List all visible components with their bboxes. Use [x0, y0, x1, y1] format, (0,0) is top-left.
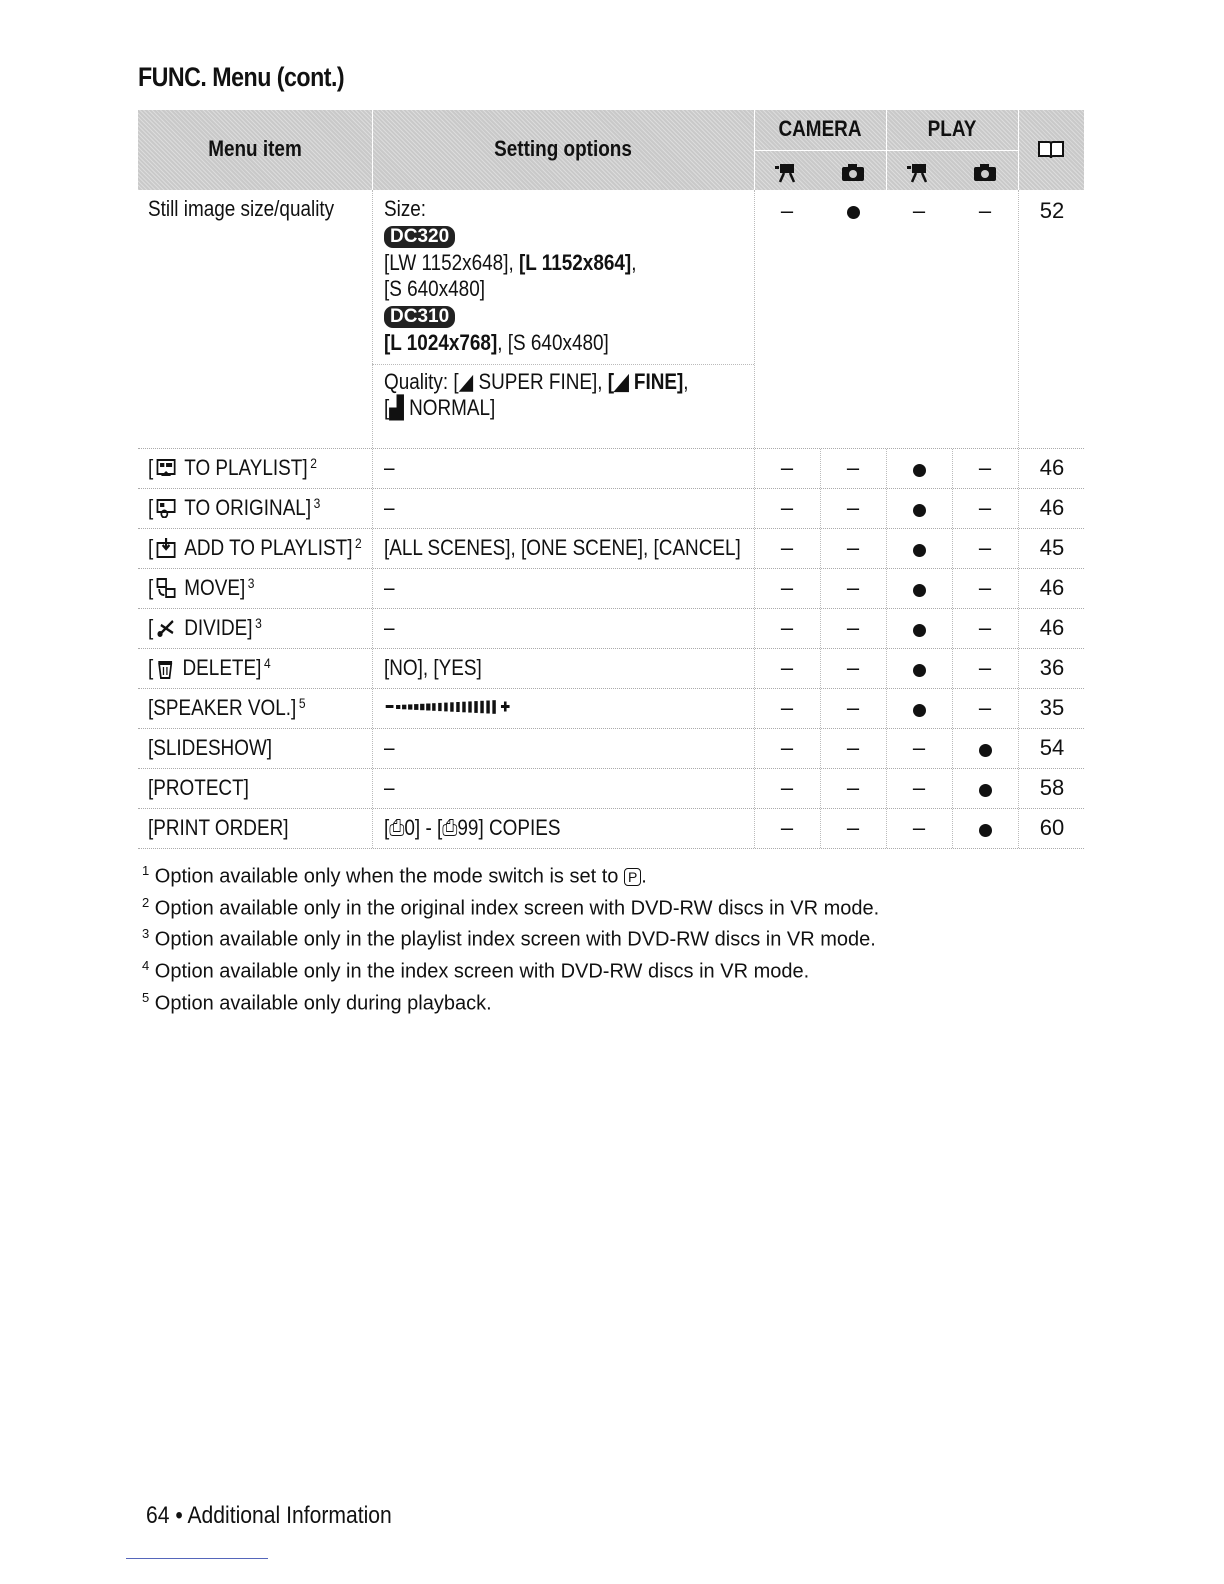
- p-mode-icon: P: [624, 868, 641, 886]
- movie-icon: [886, 157, 952, 187]
- mark-dash: –: [780, 455, 794, 480]
- menu-item-cell: [148, 615, 262, 641]
- mark-dash: –: [978, 455, 992, 480]
- comma: ,: [631, 250, 637, 275]
- menu-item-cell: [148, 655, 271, 681]
- mark-dash: –: [780, 775, 794, 800]
- normal-icon: ▟: [389, 395, 404, 420]
- footnote-text: Option available only when the mode switch is set to: [149, 865, 624, 888]
- volume-bar-icon: [384, 695, 513, 719]
- func-menu-table: [138, 110, 1084, 849]
- footnote-number: 3: [142, 926, 150, 942]
- mark-dash: –: [780, 655, 794, 680]
- mark-dash: –: [912, 815, 926, 840]
- menu-item-cell: [148, 735, 272, 761]
- footnote-ref: 3: [255, 615, 262, 631]
- footnote-text: Option available only in the index screen with DVD-RW discs in VR mode.: [149, 960, 810, 983]
- mark-dash: –: [780, 615, 794, 640]
- menu-item-cell: [148, 455, 317, 481]
- setting-options: [384, 815, 560, 841]
- copies-min: 0] - [: [404, 815, 443, 840]
- mark-dash: –: [846, 615, 860, 640]
- footnote-ref: 2: [310, 455, 317, 471]
- quality-line: [384, 369, 702, 395]
- menu-item-label: ADD TO PLAYLIST]: [184, 535, 353, 560]
- option-text: –: [384, 455, 395, 480]
- copies-max: 99] COPIES: [457, 815, 561, 840]
- superfine-icon: ◢: [458, 369, 474, 394]
- menu-item-label: [PRINT ORDER]: [148, 815, 289, 840]
- header-menu-item: Menu item: [208, 136, 302, 161]
- table-row: [138, 449, 1084, 489]
- mark-dash: –: [978, 695, 992, 720]
- header-camera: CAMERA: [778, 116, 862, 141]
- menu-item-label: [PROTECT]: [148, 775, 249, 800]
- trash-icon: [156, 657, 175, 679]
- footnote-number: 1: [142, 863, 150, 878]
- table-row: [138, 649, 1084, 689]
- footnote-ref: 2: [355, 535, 362, 551]
- page-ref: 46: [1039, 615, 1065, 640]
- page-title: FUNC. Menu (cont.): [138, 62, 345, 92]
- mark-dash: –: [978, 495, 992, 520]
- mark-play-photo: –: [978, 198, 992, 223]
- page-footer: [146, 1502, 392, 1530]
- size-l: [L 1152x864]: [518, 250, 632, 275]
- mark-dot: [886, 576, 952, 602]
- mark-dash: –: [978, 655, 992, 680]
- option-text: –: [384, 575, 395, 600]
- page-ref: 35: [1039, 695, 1065, 720]
- normal-label: NORMAL]: [403, 395, 496, 420]
- menu-item-label: [SPEAKER VOL.]: [148, 695, 297, 720]
- mark-dot: [886, 656, 952, 682]
- footnote: [142, 890, 879, 922]
- mark-dot: [952, 776, 1018, 802]
- page-ref: 36: [1039, 655, 1065, 680]
- menu-item-label: TO PLAYLIST]: [184, 455, 308, 480]
- setting-options: [384, 655, 482, 681]
- size-l-1024: [L 1024x768]: [384, 330, 498, 355]
- mark-dot: [952, 736, 1018, 762]
- bracket: [: [384, 815, 390, 840]
- camera-icon: [952, 157, 1018, 187]
- menu-item-label: DELETE]: [182, 655, 262, 680]
- mark-dash: –: [912, 775, 926, 800]
- table-row: [138, 769, 1084, 809]
- table-row: [138, 569, 1084, 609]
- option-text: [NO], [YES]: [384, 655, 482, 680]
- menu-item-cell: [148, 575, 254, 601]
- size-s: [S 640x480]: [384, 276, 485, 301]
- option-text: –: [384, 495, 395, 520]
- mark-dot: [886, 696, 952, 722]
- mark-play-movie: –: [912, 198, 926, 223]
- footnote-number: 2: [142, 894, 150, 910]
- table-row: [138, 609, 1084, 649]
- footer-rule: [126, 1558, 268, 1559]
- mark-dot: [886, 536, 952, 562]
- page-ref: 54: [1039, 735, 1065, 760]
- footnote-number: 5: [142, 989, 150, 1005]
- mark-dash: –: [978, 535, 992, 560]
- mark-dash: –: [780, 695, 794, 720]
- menu-item-cell: [148, 695, 306, 721]
- header-setting-options: Setting options: [494, 136, 632, 161]
- print-icon: ⎙: [389, 815, 405, 840]
- setting-options: [384, 615, 395, 641]
- footnote-text: Option available only in the original index screen with DVD-RW discs in VR mode.: [149, 897, 880, 920]
- quality-label: Quality: [: [384, 369, 459, 394]
- option-text: [ALL SCENES], [ONE SCENE], [CANCEL]: [384, 535, 741, 560]
- movie-icon: [754, 157, 820, 187]
- table-row: [138, 729, 1084, 769]
- dc310-badge: DC310: [384, 306, 455, 328]
- book-icon: [1018, 134, 1084, 164]
- mark-dash: –: [846, 535, 860, 560]
- footnote-ref: 5: [298, 695, 306, 711]
- page-ref: 45: [1039, 535, 1065, 560]
- menu-item-label: Still image size/quality: [148, 196, 335, 221]
- setting-options: [384, 535, 741, 561]
- page-number: 64: [146, 1502, 170, 1529]
- bracket: [: [148, 455, 154, 480]
- table-header: [138, 110, 1084, 190]
- mark-dash: –: [846, 815, 860, 840]
- mark-dash: –: [780, 815, 794, 840]
- footnote: [142, 858, 879, 890]
- mark-dash: –: [780, 735, 794, 760]
- bracket: [: [148, 615, 154, 640]
- menu-item-cell: [148, 495, 320, 521]
- fine-label: FINE]: [628, 369, 684, 394]
- page-ref: 52: [1039, 198, 1065, 223]
- mark-dash: –: [780, 575, 794, 600]
- mark-dash: –: [780, 535, 794, 560]
- setting-options: [384, 575, 395, 601]
- option-text: –: [384, 615, 395, 640]
- setting-options: [384, 695, 513, 719]
- mark-dash: –: [978, 575, 992, 600]
- table-row: [138, 809, 1084, 849]
- size-label: Size:: [384, 196, 427, 221]
- mark-dash: –: [846, 655, 860, 680]
- camera-icon: [820, 157, 886, 187]
- footnote-ref: 3: [247, 575, 255, 591]
- mark-camera-photo: [820, 198, 886, 224]
- mark-dash: –: [846, 735, 860, 760]
- period: .: [641, 865, 647, 888]
- bullet: •: [175, 1502, 183, 1529]
- menu-item-label: MOVE]: [184, 575, 246, 600]
- header-play: PLAY: [927, 116, 977, 141]
- footnote-text: Option available only in the playlist index screen with DVD-RW discs in VR mode.: [149, 928, 876, 951]
- size-lw: [LW 1152x648],: [384, 250, 519, 275]
- bracket: [: [148, 655, 154, 680]
- option-text: –: [384, 735, 395, 760]
- mark-dash: –: [912, 735, 926, 760]
- setting-options: [384, 495, 395, 521]
- superfine-label: SUPER FINE],: [473, 369, 608, 394]
- move-icon: [156, 577, 177, 599]
- option-text: –: [384, 775, 395, 800]
- menu-item-label: DIVIDE]: [184, 615, 253, 640]
- footnote-ref: 4: [263, 655, 271, 671]
- mark-dash: –: [846, 495, 860, 520]
- mark-dash: –: [780, 495, 794, 520]
- bracket: [: [148, 535, 154, 560]
- menu-item-label: [SLIDESHOW]: [148, 735, 273, 760]
- menu-item-label: TO ORIGINAL]: [184, 495, 312, 520]
- footnote: [142, 953, 879, 985]
- footnote-text: Option available only during playback.: [149, 992, 492, 1015]
- footnote: [142, 921, 879, 953]
- menu-item-cell: [148, 775, 249, 801]
- mark-dot: [886, 496, 952, 522]
- size-s-640: , [S 640x480]: [497, 330, 609, 355]
- mark-dot: [952, 816, 1018, 842]
- page-ref: 60: [1039, 815, 1065, 840]
- section-title: Additional Information: [187, 1502, 392, 1529]
- print-icon: ⎙: [442, 815, 458, 840]
- to-original-icon: [156, 498, 177, 518]
- table-row: [138, 489, 1084, 529]
- table-row: [138, 190, 1084, 449]
- footnote-ref: 3: [313, 495, 321, 511]
- mark-dash: –: [846, 695, 860, 720]
- footnotes: [142, 858, 879, 1016]
- page-ref: 46: [1039, 455, 1065, 480]
- setting-options: [384, 735, 395, 761]
- bracket: [: [148, 575, 154, 600]
- bracket: [: [384, 395, 390, 420]
- mark-dash: –: [846, 775, 860, 800]
- bracket: [: [148, 495, 154, 520]
- mark-dash: –: [846, 455, 860, 480]
- scissors-icon: [156, 617, 177, 639]
- table-row: [138, 529, 1084, 569]
- comma: ,: [683, 369, 689, 394]
- setting-options: [384, 455, 395, 481]
- footnote: [142, 985, 879, 1017]
- footnote-number: 4: [142, 957, 150, 973]
- mark-dot: [886, 456, 952, 482]
- page-ref: 46: [1039, 495, 1065, 520]
- mark-dash: –: [846, 575, 860, 600]
- dc320-badge: DC320: [384, 226, 455, 248]
- mark-dot: [886, 616, 952, 642]
- bracket: [: [607, 369, 615, 394]
- menu-item-cell: [148, 815, 289, 841]
- page-ref: 46: [1039, 575, 1065, 600]
- fine-icon: ◢: [614, 369, 629, 394]
- add-playlist-icon: [156, 537, 177, 559]
- setting-options: [384, 775, 395, 801]
- still-options: [384, 196, 754, 421]
- mark-camera-movie: –: [780, 198, 794, 223]
- table-row: [138, 689, 1084, 729]
- menu-item-cell: [148, 535, 362, 561]
- to-playlist-icon: [156, 458, 177, 478]
- page-ref: 58: [1039, 775, 1065, 800]
- mark-dash: –: [978, 615, 992, 640]
